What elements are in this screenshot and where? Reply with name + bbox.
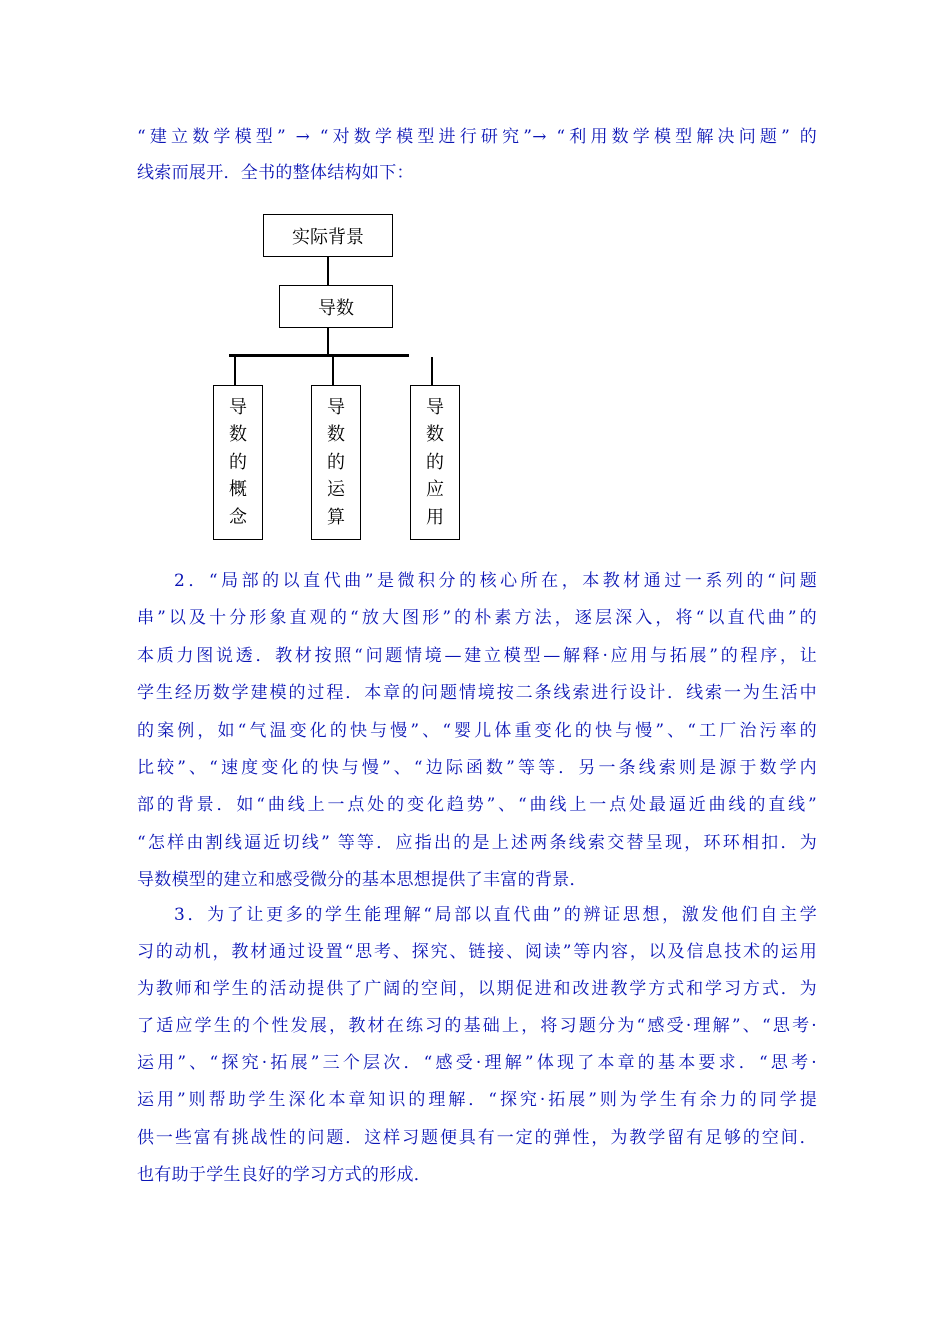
diagram-box-background: 实际背景 [263,214,393,257]
box-char: 的 [426,451,444,473]
para2-line: 导数模型的建立和感受微分的基本思想提供了丰富的背景． [137,870,587,890]
para3-line: 运用”则帮助学生深化本章知识的理解．“探究·拓展”则为学生有余力的同学提 [137,1090,817,1110]
connector-branch-1 [234,357,236,385]
diagram-box-operation [311,385,361,540]
diagram-box-concept [213,385,263,540]
connector-branch-3 [431,357,433,385]
para3-line: 3．为了让更多的学生能理解“局部以直代曲”的辨证思想，激发他们自主学 [174,905,817,925]
connector-middle [327,328,329,356]
para3-line: 供一些富有挑战性的问题．这样习题便具有一定的弹性，为教学留有足够的空间． [137,1128,817,1148]
connector-branch-2 [332,357,334,385]
box-char: 数 [229,424,247,445]
para2-line: 部的背景．如“曲线上一点处的变化趋势”、“曲线上一点处最逼近曲线的直线” [137,795,817,815]
para3-line: 运用”、“探究·拓展”三个层次．“感受·理解”体现了本章的基本要求．“思考· [137,1053,817,1073]
para3-line: 习的动机，教材通过设置“思考、探究、链接、阅读”等内容，以及信息技术的运用 [137,942,817,962]
para3-line: 了适应学生的个性发展，教材在练习的基础上，将习题分为“感受·理解”、“思考· [137,1016,817,1036]
para2-line: 比较”、“速度变化的快与慢”、“边际函数”等等．另一条线索则是源于数学内 [137,758,817,778]
para2-line: 的案例，如“气温变化的快与慢”、“婴儿体重变化的快与慢”、“工厂治污率的 [137,721,817,741]
box-char: 数 [327,424,345,445]
box-char: 用 [426,506,444,528]
box-char: 的 [327,451,345,473]
para2-line: 学生经历数学建模的过程．本章的问题情境按二条线索进行设计．线索一为生活中 [137,683,817,703]
para3-line: 也有助于学生良好的学习方式的形成． [137,1165,432,1185]
box-char: 运 [327,479,345,500]
box-char: 导 [229,396,247,418]
connector-top [327,257,329,285]
box-char: 算 [327,506,345,528]
box-char: 数 [426,424,444,445]
box-char: 应 [426,479,444,500]
box-char: 念 [229,506,247,528]
box-char: 概 [229,479,247,500]
connector-horizontal [229,354,409,357]
diagram-box-derivative: 导数 [279,285,393,328]
diagram-box-application [410,385,460,540]
intro-line-2: 线索而展开．全书的整体结构如下： [137,163,414,183]
para2-line: 串”以及十分形象直观的“放大图形”的朴素方法，逐层深入，将“以直代曲”的 [137,608,817,628]
box-char: 导 [426,396,444,418]
para2-line: 本质力图说透．教材按照“问题情境—建立模型—解释·应用与拓展”的程序，让 [137,646,817,666]
intro-line-1: “建立数学模型” → “对数学模型进行研究”→ “利用数学模型解决问题” 的 [137,127,817,147]
box-char: 导 [327,396,345,418]
box-char: 的 [229,451,247,473]
para2-line: 2．“局部的以直代曲”是微积分的核心所在，本教材通过一系列的“问题 [174,571,817,591]
para2-line: “怎样由割线逼近切线” 等等．应指出的是上述两条线索交替呈现，环环相扣．为 [137,833,817,853]
para3-line: 为教师和学生的活动提供了广阔的空间，以期促进和改进教学方式和学习方式．为 [137,979,817,999]
